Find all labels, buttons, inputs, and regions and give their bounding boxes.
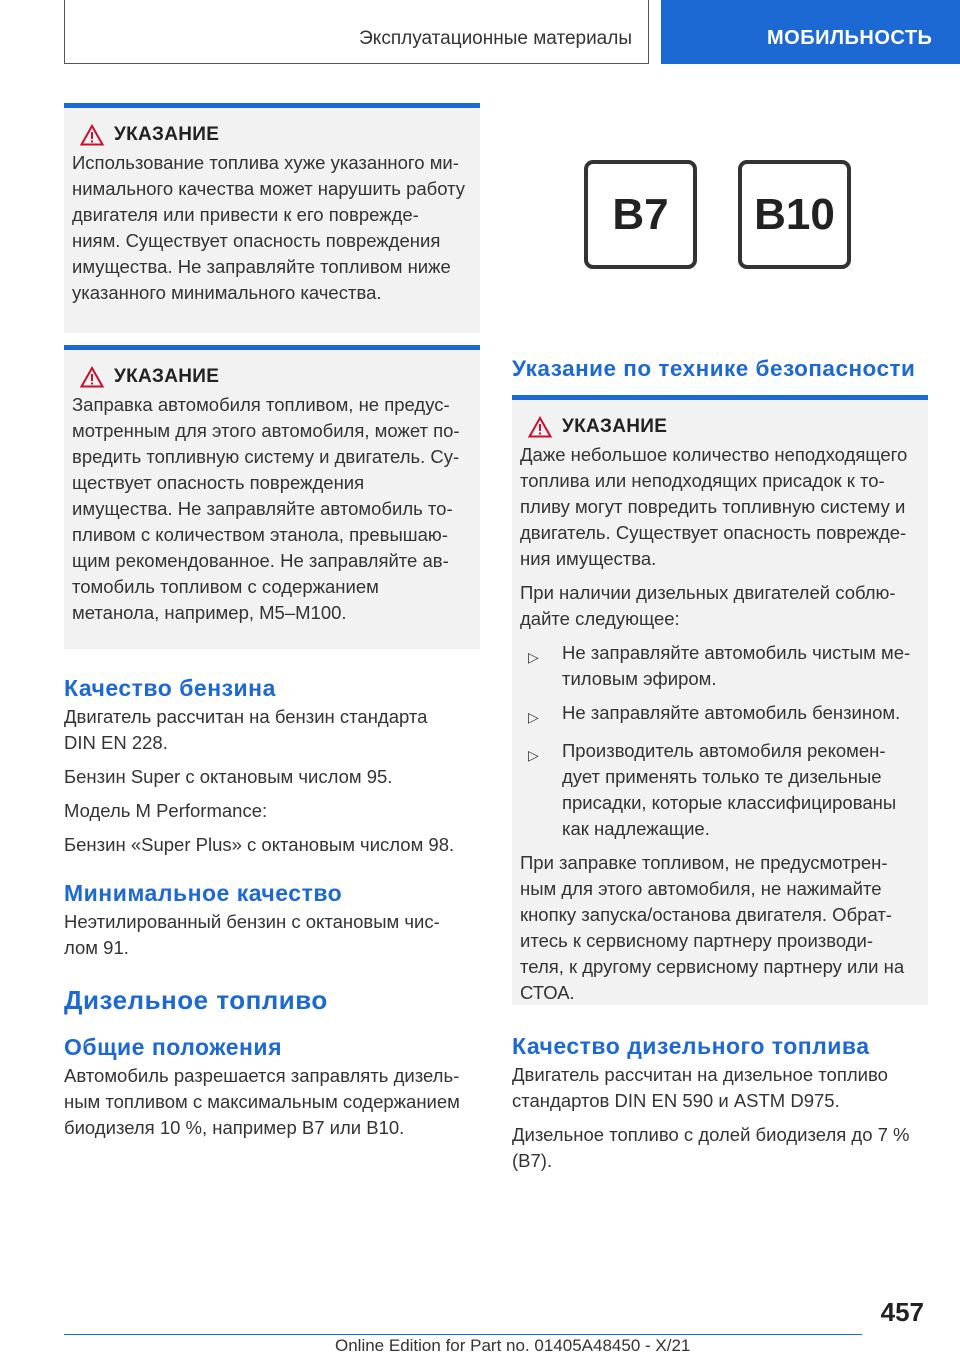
warning-box-diesel (512, 395, 928, 1005)
section-heading: Качество дизельного топлива (512, 1033, 870, 1059)
warning-title: УКАЗАНИЕ (114, 366, 220, 387)
warning-text: Заправка автомобиля топливом, не предус- мотренным для этого автомобиля, может по- вредить топливную систему и двигатель. Су- ществует опасность повреждения имущества. Не заправляйте автомобиль то- пливом с количеством этанола, превышаю- щим рекомендованное. Не заправляйте ав- томобиль топливом с содержанием метанола, например, M5–M100. (72, 394, 460, 623)
paragraph-line: Неэтилированный бензин с октановым чис- (64, 911, 440, 932)
warning-triangle-icon (80, 366, 104, 388)
header-section-box (64, 0, 649, 64)
paragraph-line: Дизельное топливо с долей биодизеля до 7 % (512, 1124, 910, 1145)
paragraph-line: Двигатель рассчитан на дизельное топливо (512, 1064, 888, 1085)
warning-title: УКАЗАНИЕ (562, 416, 668, 437)
triangle-bullet-icon: ▷ (528, 747, 539, 763)
fuel-label-b7: B7 (584, 160, 697, 269)
diesel-section (64, 985, 480, 1141)
paragraph: Бензин Super с октановым числом 95. (64, 766, 393, 787)
warning-triangle-icon (528, 416, 552, 438)
paragraph: Бензин «Super Plus» с октановым числом 98. (64, 834, 455, 855)
chapter-heading: Дизельное топливо (64, 985, 328, 1015)
list-item: ▷ Не заправляйте автомобиль бензином. (520, 700, 918, 730)
triangle-bullet-icon: ▷ (528, 649, 539, 665)
warning-title: УКАЗАНИЕ (114, 124, 220, 145)
warning-triangle-icon (80, 124, 104, 146)
paragraph-line: DIN EN 228. (64, 732, 168, 753)
header-section-title: Эксплуатационные материалы (359, 28, 632, 49)
paragraph-line: Автомобиль разрешается заправлять дизель- (64, 1065, 460, 1086)
paragraph-line: стандартов DIN EN 590 и ASTM D975. (512, 1090, 840, 1111)
section-heading: Качество бензина (64, 675, 276, 701)
paragraph-line: ным топливом с максимальным содержанием (64, 1091, 460, 1112)
section-heading: Минимальное качество (64, 880, 343, 906)
diesel-quality-section (512, 1033, 928, 1174)
header-chapter-tab[interactable] (661, 0, 960, 64)
warning-box-ethanol (64, 345, 480, 649)
minimum-quality-section (64, 880, 480, 961)
warning-text: Использование топлива хуже указанного ми- нимального качества может нарушить работу двигателя или привести к его поврежде- ниям. Существует опасность повреждения имущества. Не заправляйте топливом ниже указанного минимального качества. (72, 152, 466, 303)
section-heading: Указание по технике безопасности (512, 356, 916, 381)
footer-edition-text: Online Edition for Part no. 01405A48450 - X/21 (335, 1336, 691, 1355)
paragraph-line: лом 91. (64, 937, 129, 958)
header-chapter-title: МОБИЛЬНОСТЬ (767, 27, 933, 49)
right-column (512, 356, 928, 1174)
paragraph: Модель M Performance: (64, 800, 268, 821)
section-heading: Общие положения (64, 1034, 282, 1060)
left-column (64, 103, 480, 1141)
paragraph-line: биодизеля 10 %, например B7 или B10. (64, 1117, 405, 1138)
page-number: 457 (880, 1297, 924, 1327)
warning-text: Даже небольшое количество неподходящего топлива или неподходящих присадок к то- пливу могут повредить топливную систему и двигатель. Существует опасность поврежде- ния имущества. При наличии дизельных двигателей соблю- дайте следующее: ▷ Не заправляйте автомобиль чистым ме- тиловым эфиром. ▷ Не заправляйте автомобиль бензином. ▷ Производитель автомобиля рекомен- дует применять только те дизельные присадки, которые классифицированы как надлежащие. При заправке топливом, не предусмотрен- ным для этого автомобиля, не нажимайте кнопку запуска/останова двигателя. Обрат- итесь к сервисному партнеру производи- теля, к другому сервисному партнеру или на СТОА. (520, 442, 918, 1006)
warning-box-fuel-quality (64, 103, 480, 333)
list-item: ▷ Производитель автомобиля рекомен- дует применять только те дизельные присадки, которые классифицированы как надлежащие. (520, 738, 918, 842)
triangle-bullet-icon: ▷ (528, 709, 539, 725)
footer-divider (64, 1334, 862, 1335)
petrol-quality-section (64, 675, 480, 858)
paragraph-line: (B7). (512, 1150, 553, 1171)
list-item: ▷ Не заправляйте автомобиль чистым ме- тиловым эфиром. (520, 640, 918, 692)
fuel-label-b10: B10 (738, 160, 851, 269)
paragraph-line: Двигатель рассчитан на бензин стандарта (64, 706, 428, 727)
